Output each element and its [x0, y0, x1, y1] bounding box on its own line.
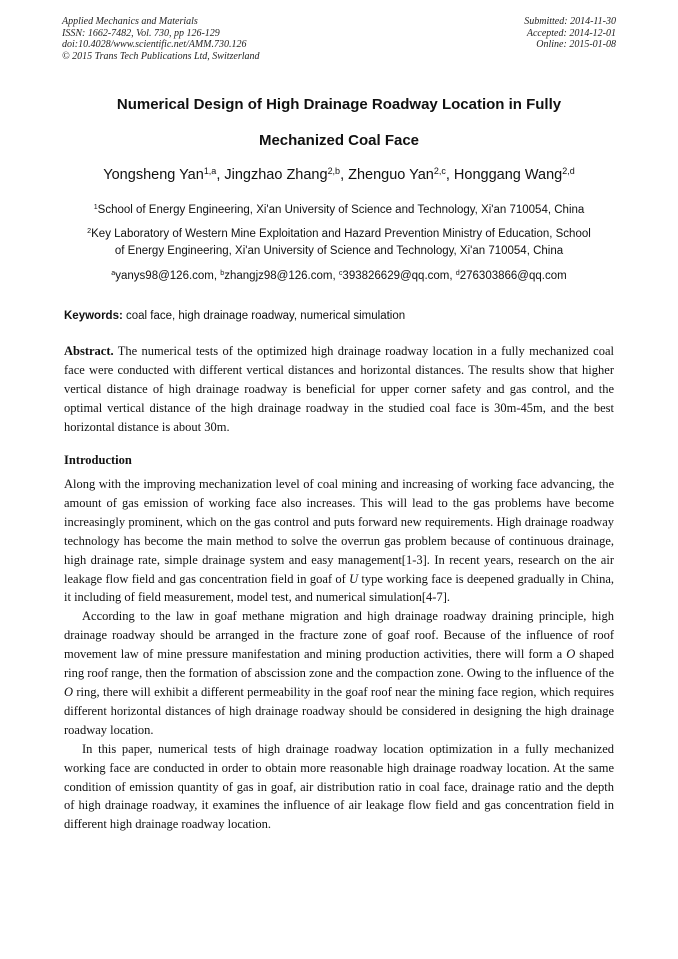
accepted-date: Accepted: 2014-12-01: [526, 27, 616, 39]
intro-paragraph-2: [64, 607, 614, 739]
author-name: Jingzhao Zhang: [224, 167, 328, 183]
title-line-1: Numerical Design of High Drainage Roadway Location in Fully: [116, 96, 562, 113]
introduction-body: [64, 475, 614, 834]
email-mark: b: [220, 269, 225, 278]
online-date: Online: 2015-01-08: [536, 39, 616, 50]
email-mark: d: [455, 269, 460, 278]
paper-title: [40, 87, 638, 159]
abstract-paragraph: [64, 342, 614, 437]
abstract: [64, 342, 614, 437]
keywords: [64, 308, 405, 325]
journal-copyright: © 2015 Trans Tech Publications Ltd, Switzerland: [62, 50, 260, 62]
author-affil-mark: 2,d: [562, 166, 575, 177]
journal-doi: doi:10.4028/www.scientific.net/AMM.730.126: [62, 39, 247, 50]
paragraph-text: ring, there will exhibit a different permeability in the goaf roof near the mining face region, which requires different horizontal distances of high drainage roadway should be considered in designing the high drainage roadway location.: [64, 684, 614, 737]
journal-issn: ISSN: 1662-7482, Vol. 730, pp 126-129: [62, 27, 220, 39]
email-address: zhangjz98@126.com: [224, 270, 333, 282]
email-address: 393826629@qq.com: [342, 270, 450, 282]
paragraph-text: According to the law in goaf methane migration and high drainage roadway draining principle, high drainage roadway should be arranged in the fracture zone of goaf roof. Because of the influence of roof movement law of mine pressure manifestation and mining production activities, there will form a: [64, 609, 614, 662]
author-affil-mark: 2,c: [433, 166, 446, 177]
keywords-text: coal face, high drainage roadway, numerical simulation: [122, 310, 406, 322]
keywords-label: Keywords:: [64, 310, 123, 322]
title-line-2: Mechanized Coal Face: [258, 132, 420, 149]
submitted-date: Submitted: 2014-11-30: [524, 16, 616, 27]
affiliation-mark: 1: [93, 203, 98, 212]
author-emails: [40, 268, 638, 285]
email-mark: c: [338, 269, 343, 278]
italic-symbol: O: [64, 684, 74, 699]
affiliation-text-continued: of Energy Engineering, Xi'an University of Science and Technology, Xi'an 710054, China: [114, 245, 564, 257]
author-separator: ,: [340, 167, 349, 183]
italic-symbol: O: [566, 647, 576, 662]
affiliation-mark: 2: [87, 227, 92, 236]
affiliation-1: [40, 202, 638, 219]
intro-paragraph-1: [64, 475, 614, 607]
email-separator: ,: [449, 270, 456, 282]
author-separator: ,: [445, 167, 454, 183]
email-mark: a: [111, 269, 116, 278]
author-name: Honggang Wang: [453, 167, 563, 183]
paragraph-text: shaped ring roof range, then the formation of abscission zone and the compaction zone. Owing to the influence of the: [64, 647, 614, 681]
email-address: 276303866@qq.com: [459, 270, 567, 282]
author-separator: ,: [216, 167, 225, 183]
email-separator: ,: [332, 270, 339, 282]
paragraph-text: type working face is deepened gradually in China, it including of field measurement, model test, and numerical simulation[4-7].: [64, 571, 614, 605]
journal-header: [62, 16, 260, 62]
section-heading-introduction: Introduction: [64, 453, 132, 467]
author-name: Yongsheng Yan: [103, 167, 204, 183]
abstract-text: The numerical tests of the optimized high drainage roadway location in a fully mechanized coal face were conducted with different vertical distances and horizontal distances. The results show that higher vertical distance of high drainage roadway is beneficial for upper corner safety and gas control, and the optimal vertical distance of the high drainage roadway in the studied coal face is 30m-45m, and the best horizontal distance is about 30m.: [64, 344, 614, 434]
italic-symbol: U: [349, 571, 359, 586]
journal-name: Applied Mechanics and Materials: [62, 16, 198, 27]
author-affil-mark: 2,b: [327, 166, 341, 177]
author-name: Zhenguo Yan: [348, 167, 434, 183]
affiliation-2: [40, 226, 638, 260]
affiliation-text: School of Energy Engineering, Xi'an University of Science and Technology, Xi'an 710054, China: [97, 204, 585, 216]
email-address: yanys98@126.com: [115, 270, 214, 282]
author-affil-mark: 1,a: [203, 166, 217, 177]
affiliation-text: Key Laboratory of Western Mine Exploitation and Hazard Prevention Ministry of Education, School: [91, 228, 591, 240]
abstract-label: Abstract.: [64, 344, 114, 358]
author-list: [20, 165, 658, 185]
email-separator: ,: [213, 270, 221, 282]
paragraph-text: Along with the improving mechanization level of coal mining and increasing of working face advancing, the amount of gas emission of working face also increases. This will lead to the gas problems have become increasingly prominent, which on the gas control and puts forward new requirements. High drainage roadway technology has become the main method to solve the overrun gas problem because of continuous drainage, high drainage rate, simple drainage system and easy management[1-3]. In recent years, research on the air leakage flow field and gas concentration field in goaf of: [64, 477, 614, 586]
intro-paragraph-3: In this paper, numerical tests of high drainage roadway location optimization in a fully mechanized working face are conducted in order to obtain more reasonable high drainage roadway location. At the same condition of emission quantity of gas in goaf, air distribution ratio in coal face, drainage ratio and the depth of high drainage roadway, it examines the influence of air leakage flow field and gas concentration field in different high drainage roadway location.: [64, 741, 614, 832]
submission-dates: [524, 16, 616, 51]
